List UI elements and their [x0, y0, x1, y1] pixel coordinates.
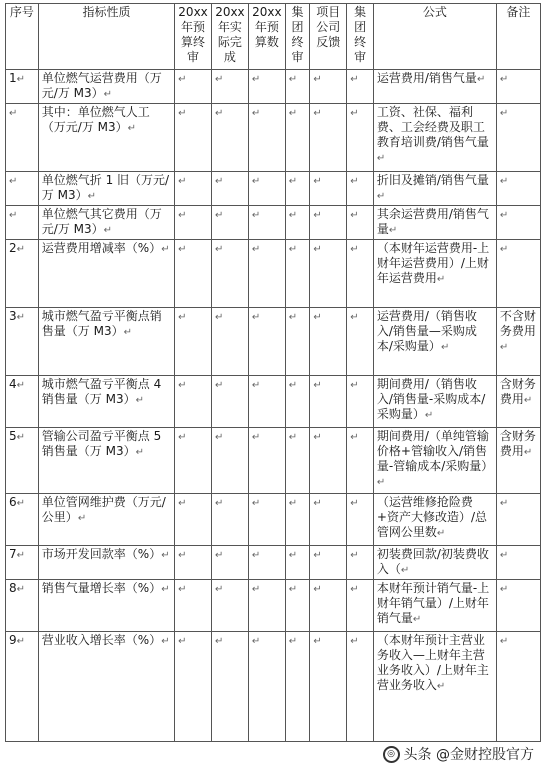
paragraph-mark: ↵	[350, 498, 359, 509]
paragraph-mark: ↵	[16, 244, 26, 255]
paragraph-mark: ↵	[178, 312, 187, 323]
cell-budget-num	[248, 70, 285, 104]
toutiao-logo-icon: ◎	[383, 746, 400, 763]
paragraph-mark: ↵	[161, 636, 170, 647]
header-seq: 序号	[6, 4, 39, 70]
cell-group-final	[285, 632, 310, 742]
cell-budget-num	[248, 308, 285, 376]
paragraph-mark: ↵	[499, 210, 509, 221]
paragraph-mark: ↵	[350, 432, 359, 443]
paragraph-mark: ↵	[350, 210, 359, 221]
cell-group-final-2	[347, 172, 374, 206]
cell-seq	[6, 172, 39, 206]
paragraph-mark: ↵	[127, 123, 137, 134]
paragraph-mark: ↵	[350, 550, 359, 561]
paragraph-mark: ↵	[9, 176, 18, 187]
cell-group-final	[285, 240, 310, 308]
paragraph-mark: ↵	[251, 74, 261, 85]
paragraph-mark: ↵	[288, 550, 298, 561]
header-actual-done: 20xx年实际完成	[211, 4, 248, 70]
cell-seq	[6, 104, 39, 172]
paragraph-mark: ↵	[214, 584, 224, 595]
cell-budget-final	[175, 240, 212, 308]
cell-group-final	[285, 494, 310, 546]
cell-indicator: 其中：单位燃气人工（万元/万 M3）↵	[38, 104, 174, 172]
paragraph-mark: ↵	[103, 225, 113, 236]
paragraph-mark: ↵	[350, 584, 359, 595]
paragraph-mark: ↵	[313, 244, 322, 255]
cell-budget-num	[248, 172, 285, 206]
cell-group-final-2	[347, 494, 374, 546]
cell-actual-done	[211, 172, 248, 206]
table-row	[6, 70, 541, 104]
paragraph-mark: ↵	[440, 342, 450, 353]
table-row	[6, 240, 541, 308]
paragraph-mark: ↵	[123, 327, 132, 338]
cell-remark	[496, 172, 540, 206]
paragraph-mark: ↵	[178, 108, 187, 119]
paragraph-mark: ↵	[251, 380, 261, 391]
paragraph-mark: ↵	[499, 176, 509, 187]
paragraph-mark: ↵	[436, 528, 446, 539]
cell-budget-final	[175, 632, 212, 742]
table-row	[6, 104, 541, 172]
paragraph-mark: ↵	[313, 636, 322, 647]
cell-actual-done	[211, 632, 248, 742]
paragraph-mark: ↵	[476, 74, 486, 85]
paragraph-mark: ↵	[499, 584, 509, 595]
paragraph-mark: ↵	[214, 498, 224, 509]
table-row	[6, 376, 541, 428]
cell-actual-done	[211, 494, 248, 546]
paragraph-mark: ↵	[350, 312, 359, 323]
table-row	[6, 632, 541, 742]
watermark-text: 头条 @金财控股官方	[403, 747, 534, 763]
cell-actual-done	[211, 104, 248, 172]
cell-project-feedback	[310, 172, 347, 206]
paragraph-mark: ↵	[77, 513, 87, 524]
paragraph-mark: ↵	[388, 225, 398, 236]
cell-group-final	[285, 428, 310, 494]
cell-budget-num	[248, 632, 285, 742]
cell-budget-final	[175, 428, 212, 494]
cell-group-final-2	[347, 308, 374, 376]
paragraph-mark: ↵	[16, 432, 26, 443]
cell-budget-final	[175, 206, 212, 240]
paragraph-mark: ↵	[523, 447, 533, 458]
cell-group-final	[285, 546, 310, 580]
cell-remark	[496, 494, 540, 546]
paragraph-mark: ↵	[214, 312, 224, 323]
paragraph-mark: ↵	[313, 550, 322, 561]
cell-formula: 期间费用/（销售收入/销售量-采购成本/采购量）↵	[373, 376, 496, 428]
paragraph-mark: ↵	[412, 614, 422, 625]
header-group-final: 集团终审	[285, 4, 310, 70]
paragraph-mark: ↵	[214, 210, 224, 221]
table-row	[6, 494, 541, 546]
cell-project-feedback	[310, 494, 347, 546]
cell-formula: 运营费用/销售气量↵	[373, 70, 496, 104]
paragraph-mark: ↵	[178, 210, 187, 221]
cell-budget-final	[175, 172, 212, 206]
paragraph-mark: ↵	[499, 342, 509, 353]
cell-group-final	[285, 206, 310, 240]
paragraph-mark: ↵	[499, 74, 509, 85]
paragraph-mark: ↵	[251, 550, 261, 561]
cell-project-feedback	[310, 546, 347, 580]
paragraph-mark: ↵	[288, 432, 298, 443]
cell-formula: 运营费用/（销售收入/销售量—采购成本/采购量）↵	[373, 308, 496, 376]
paragraph-mark: ↵	[16, 550, 26, 561]
cell-budget-final	[175, 494, 212, 546]
cell-group-final-2	[347, 104, 374, 172]
paragraph-mark: ↵	[350, 74, 359, 85]
cell-seq	[6, 206, 39, 240]
table-row	[6, 546, 541, 580]
cell-actual-done	[211, 580, 248, 632]
cell-group-final	[285, 104, 310, 172]
indicator-table	[5, 3, 541, 742]
cell-group-final-2	[347, 70, 374, 104]
cell-indicator: 销售气量增长率（%）↵	[38, 580, 174, 632]
cell-budget-final	[175, 70, 212, 104]
paragraph-mark: ↵	[178, 176, 187, 187]
paragraph-mark: ↵	[251, 312, 261, 323]
cell-indicator: 单位燃气其它费用（万元/万 M3）↵	[38, 206, 174, 240]
cell-budget-num	[248, 580, 285, 632]
paragraph-mark: ↵	[178, 498, 187, 509]
paragraph-mark: ↵	[400, 565, 410, 576]
watermark	[379, 742, 538, 766]
header-budget-num: 20xx年预算数	[248, 4, 285, 70]
cell-budget-num	[248, 376, 285, 428]
paragraph-mark: ↵	[214, 432, 224, 443]
cell-project-feedback	[310, 580, 347, 632]
cell-indicator: 单位燃气折 1 旧（万元/万 M3）↵	[38, 172, 174, 206]
paragraph-mark: ↵	[313, 312, 322, 323]
paragraph-mark: ↵	[251, 636, 261, 647]
cell-actual-done	[211, 70, 248, 104]
cell-seq: 2↵	[6, 240, 39, 308]
cell-remark	[496, 206, 540, 240]
paragraph-mark: ↵	[9, 108, 18, 119]
paragraph-mark: ↵	[16, 584, 26, 595]
cell-project-feedback	[310, 70, 347, 104]
cell-remark	[496, 546, 540, 580]
paragraph-mark: ↵	[161, 550, 170, 561]
cell-budget-num	[248, 104, 285, 172]
paragraph-mark: ↵	[16, 74, 26, 85]
header-formula: 公式	[373, 4, 496, 70]
cell-remark	[496, 632, 540, 742]
cell-group-final-2	[347, 428, 374, 494]
cell-seq: 5↵	[6, 428, 39, 494]
paragraph-mark: ↵	[288, 636, 298, 647]
cell-project-feedback	[310, 428, 347, 494]
paragraph-mark: ↵	[178, 74, 187, 85]
cell-group-final-2	[347, 376, 374, 428]
cell-budget-final	[175, 580, 212, 632]
paragraph-mark: ↵	[350, 636, 359, 647]
paragraph-mark: ↵	[499, 550, 509, 561]
paragraph-mark: ↵	[214, 108, 224, 119]
header-budget-final: 20xx年预算终审	[175, 4, 212, 70]
cell-group-final	[285, 376, 310, 428]
paragraph-mark: ↵	[376, 477, 386, 488]
paragraph-mark: ↵	[313, 498, 322, 509]
paragraph-mark: ↵	[313, 210, 322, 221]
paragraph-mark: ↵	[424, 410, 434, 421]
paragraph-mark: ↵	[313, 108, 322, 119]
table-row	[6, 308, 541, 376]
table-row	[6, 428, 541, 494]
paragraph-mark: ↵	[350, 176, 359, 187]
paragraph-mark: ↵	[135, 395, 144, 406]
cell-indicator: 管输公司盈亏平衡点 5 销售量（万 M3）↵	[38, 428, 174, 494]
paragraph-mark: ↵	[251, 584, 261, 595]
paragraph-mark: ↵	[214, 380, 224, 391]
cell-group-final	[285, 70, 310, 104]
cell-actual-done	[211, 428, 248, 494]
cell-project-feedback	[310, 632, 347, 742]
cell-group-final	[285, 172, 310, 206]
cell-formula: （本财年运营费用-上财年运营费用）/上财年运营费用↵	[373, 240, 496, 308]
cell-budget-num	[248, 546, 285, 580]
cell-remark: 含财务费用↵	[496, 428, 540, 494]
paragraph-mark: ↵	[16, 380, 26, 391]
header-project-feedback: 项目公司反馈	[310, 4, 347, 70]
cell-project-feedback	[310, 376, 347, 428]
paragraph-mark: ↵	[214, 176, 224, 187]
cell-group-final-2	[347, 632, 374, 742]
cell-seq: 8↵	[6, 580, 39, 632]
cell-indicator: 运营费用增减率（%）↵	[38, 240, 174, 308]
cell-remark	[496, 240, 540, 308]
paragraph-mark: ↵	[499, 498, 509, 509]
paragraph-mark: ↵	[436, 274, 446, 285]
cell-formula: 工资、社保、福利费、工会经费及职工教育培训费/销售气量↵	[373, 104, 496, 172]
paragraph-mark: ↵	[350, 244, 359, 255]
cell-remark: 不含财务费用↵	[496, 308, 540, 376]
paragraph-mark: ↵	[178, 244, 187, 255]
paragraph-mark: ↵	[178, 636, 187, 647]
paragraph-mark: ↵	[313, 380, 322, 391]
paragraph-mark: ↵	[313, 74, 322, 85]
paragraph-mark: ↵	[161, 584, 170, 595]
paragraph-mark: ↵	[376, 153, 386, 164]
cell-budget-num	[248, 206, 285, 240]
cell-formula: 其余运营费用/销售气量↵	[373, 206, 496, 240]
cell-group-final-2	[347, 580, 374, 632]
paragraph-mark: ↵	[16, 498, 26, 509]
cell-seq: 6↵	[6, 494, 39, 546]
cell-formula: 初装费回款/初装费收入（↵	[373, 546, 496, 580]
cell-indicator: 城市燃气盈亏平衡点销售量（万 M3）↵	[38, 308, 174, 376]
cell-actual-done	[211, 206, 248, 240]
paragraph-mark: ↵	[350, 108, 359, 119]
cell-budget-num	[248, 240, 285, 308]
cell-formula: 本财年预计销气量-上财年销气量）/上财年销气量↵	[373, 580, 496, 632]
paragraph-mark: ↵	[251, 108, 261, 119]
cell-group-final	[285, 580, 310, 632]
paragraph-mark: ↵	[499, 108, 509, 119]
paragraph-mark: ↵	[436, 681, 446, 692]
cell-formula: 折旧及摊销/销售气量↵	[373, 172, 496, 206]
paragraph-mark: ↵	[9, 210, 18, 221]
paragraph-mark: ↵	[251, 210, 261, 221]
header-remark: 备注	[496, 4, 540, 70]
paragraph-mark: ↵	[313, 176, 322, 187]
table-header-row	[6, 4, 541, 70]
cell-remark	[496, 70, 540, 104]
paragraph-mark: ↵	[251, 244, 261, 255]
paragraph-mark: ↵	[87, 191, 96, 202]
paragraph-mark: ↵	[251, 498, 261, 509]
paragraph-mark: ↵	[214, 244, 224, 255]
cell-remark	[496, 580, 540, 632]
header-group-final-2: 集团终审	[347, 4, 374, 70]
paragraph-mark: ↵	[523, 395, 533, 406]
cell-indicator: 城市燃气盈亏平衡点 4 销售量（万 M3）↵	[38, 376, 174, 428]
cell-formula: （运营维修抢险费+资产大修改造）/总管网公里数↵	[373, 494, 496, 546]
cell-project-feedback	[310, 240, 347, 308]
cell-indicator: 市场开发回款率（%）↵	[38, 546, 174, 580]
paragraph-mark: ↵	[103, 89, 113, 100]
paragraph-mark: ↵	[288, 244, 298, 255]
cell-budget-num	[248, 494, 285, 546]
paragraph-mark: ↵	[288, 74, 298, 85]
paragraph-mark: ↵	[135, 447, 144, 458]
cell-seq: 4↵	[6, 376, 39, 428]
cell-budget-num	[248, 428, 285, 494]
table-row	[6, 172, 541, 206]
cell-actual-done	[211, 308, 248, 376]
cell-budget-final	[175, 308, 212, 376]
cell-project-feedback	[310, 308, 347, 376]
cell-actual-done	[211, 546, 248, 580]
paragraph-mark: ↵	[251, 176, 261, 187]
paragraph-mark: ↵	[288, 210, 298, 221]
cell-project-feedback	[310, 104, 347, 172]
cell-formula: （本财年预计主营业务收入—上财年主营业务收入）/上财年主营业务收入↵	[373, 632, 496, 742]
paragraph-mark: ↵	[214, 74, 224, 85]
table-row	[6, 580, 541, 632]
paragraph-mark: ↵	[313, 432, 322, 443]
header-indicator: 指标性质	[38, 4, 174, 70]
paragraph-mark: ↵	[288, 312, 298, 323]
paragraph-mark: ↵	[214, 550, 224, 561]
cell-group-final-2	[347, 240, 374, 308]
cell-project-feedback	[310, 206, 347, 240]
paragraph-mark: ↵	[16, 636, 26, 647]
cell-budget-final	[175, 104, 212, 172]
paragraph-mark: ↵	[376, 191, 386, 202]
cell-indicator: 营业收入增长率（%）↵	[38, 632, 174, 742]
paragraph-mark: ↵	[288, 108, 298, 119]
cell-remark: 含财务费用↵	[496, 376, 540, 428]
paragraph-mark: ↵	[499, 636, 509, 647]
cell-actual-done	[211, 240, 248, 308]
cell-seq: 3↵	[6, 308, 39, 376]
cell-seq: 1↵	[6, 70, 39, 104]
paragraph-mark: ↵	[288, 498, 298, 509]
paragraph-mark: ↵	[178, 584, 187, 595]
paragraph-mark: ↵	[251, 432, 261, 443]
cell-seq: 9↵	[6, 632, 39, 742]
paragraph-mark: ↵	[214, 636, 224, 647]
paragraph-mark: ↵	[350, 380, 359, 391]
cell-indicator: 单位管网维护费（万元/公里）↵	[38, 494, 174, 546]
paragraph-mark: ↵	[313, 584, 322, 595]
cell-formula: 期间费用/（单纯管输价格+管输收入/销售量-管输成本/采购量）↵	[373, 428, 496, 494]
paragraph-mark: ↵	[178, 380, 187, 391]
cell-budget-final	[175, 546, 212, 580]
cell-budget-final	[175, 376, 212, 428]
cell-indicator: 单位燃气运营费用（万元/万 M3）↵	[38, 70, 174, 104]
cell-actual-done	[211, 376, 248, 428]
table-row	[6, 206, 541, 240]
cell-group-final-2	[347, 546, 374, 580]
cell-remark	[496, 104, 540, 172]
paragraph-mark: ↵	[178, 432, 187, 443]
paragraph-mark: ↵	[16, 312, 26, 323]
cell-group-final	[285, 308, 310, 376]
paragraph-mark: ↵	[178, 550, 187, 561]
paragraph-mark: ↵	[499, 244, 509, 255]
cell-seq: 7↵	[6, 546, 39, 580]
paragraph-mark: ↵	[161, 244, 170, 255]
cell-group-final-2	[347, 206, 374, 240]
paragraph-mark: ↵	[288, 380, 298, 391]
paragraph-mark: ↵	[288, 584, 298, 595]
paragraph-mark: ↵	[288, 176, 298, 187]
